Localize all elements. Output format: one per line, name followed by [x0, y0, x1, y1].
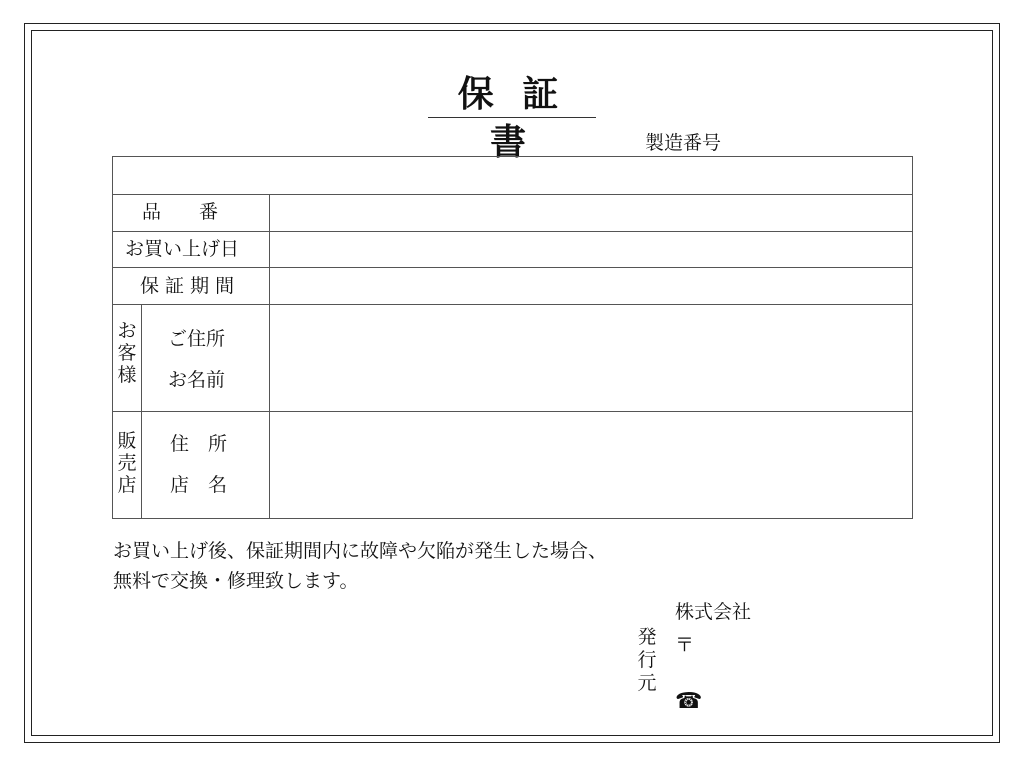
store-value-cell[interactable] [269, 411, 913, 519]
customer-address-label: ご住所 [168, 328, 226, 350]
serial-number-label: 製造番号 [645, 132, 722, 154]
customer-group-label: お客様 [117, 320, 137, 386]
product-number-value-cell[interactable] [269, 194, 913, 232]
customer-label-cell [141, 304, 270, 412]
warranty-note-line1: お買い上げ後、保証期間内に故障や欠陥が発生した場合、 [113, 540, 608, 562]
document-title: 保 証 書 [428, 70, 596, 118]
postal-mark: 〒 [675, 634, 695, 656]
issuer-company-label: 株式会社 [675, 601, 752, 623]
phone-icon: ☎ [675, 689, 703, 714]
purchase-date-label: お買い上げ日 [125, 238, 240, 260]
store-name-label: 店 名 [170, 474, 228, 496]
store-group-label: 販売店 [117, 430, 137, 496]
store-label-cell [141, 411, 270, 519]
purchase-date-value-cell[interactable] [269, 231, 913, 268]
warranty-period-label: 保 証 期 間 [140, 275, 235, 297]
serial-number-cell[interactable] [112, 156, 913, 195]
customer-value-cell[interactable] [269, 304, 913, 412]
warranty-period-value-cell[interactable] [269, 267, 913, 305]
issuer-label: 発行元 [637, 626, 657, 694]
store-address-label: 住 所 [170, 433, 228, 455]
warranty-note-line2: 無料で交換・修理致します。 [113, 570, 359, 592]
customer-name-label: お名前 [168, 369, 226, 391]
product-number-label: 品 番 [142, 201, 219, 223]
